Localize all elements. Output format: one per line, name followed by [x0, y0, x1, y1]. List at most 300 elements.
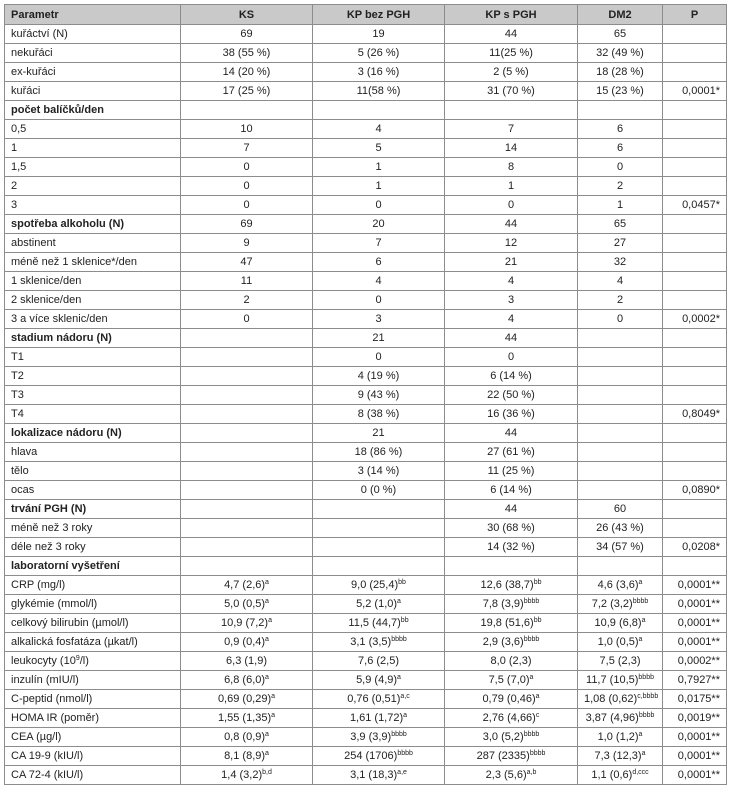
cell-parametr: T4: [5, 405, 181, 424]
cell-parametr: CRP (mg/l): [5, 576, 181, 595]
cell-kp-bez-pgh: [313, 614, 445, 633]
cell-ks: [181, 367, 313, 386]
cell-parametr: inzulín (mIU/l): [5, 671, 181, 690]
cell-p: 0,0001**: [663, 614, 727, 633]
superscript-marker: 9: [75, 655, 80, 662]
cell-dm2: [578, 576, 663, 595]
cell-parametr: CA 19-9 (kIU/l): [5, 747, 181, 766]
cell-p: [663, 25, 727, 44]
section-row: [5, 424, 727, 443]
cell-kp-bez-pgh: 7: [313, 234, 445, 253]
cell-kp-bez-pgh: [313, 633, 445, 652]
cell-ks: [181, 348, 313, 367]
table-row: [5, 158, 727, 177]
cell-value: 12,6 (38,7): [480, 579, 534, 591]
table-row: [5, 272, 727, 291]
cell-value: 3,0 (5,2): [482, 731, 524, 743]
cell-dm2: [578, 728, 663, 747]
cell-kp-bez-pgh: 19: [313, 25, 445, 44]
cell-parametr: 3: [5, 196, 181, 215]
table-row: [5, 291, 727, 310]
cell-p: 0,7927**: [663, 671, 727, 690]
table-row: [5, 177, 727, 196]
cell-dm2: [578, 614, 663, 633]
cell-dm2: 32: [578, 253, 663, 272]
cell-parametr: HOMA IR (poměr): [5, 709, 181, 728]
cell-kp-bez-pgh: 11(58 %): [313, 82, 445, 101]
superscript-marker: bb: [400, 617, 409, 624]
superscript-marker: a: [265, 750, 269, 757]
cell-kp-s-pgh: 44: [445, 215, 578, 234]
superscript-marker: bbbb: [523, 731, 540, 738]
cell-kp-s-pgh: 7: [445, 120, 578, 139]
cell-p: 0,0001**: [663, 576, 727, 595]
table-row: [5, 82, 727, 101]
cell-kp-bez-pgh: 5 (26 %): [313, 44, 445, 63]
cell-kp-s-pgh: 27 (61 %): [445, 443, 578, 462]
cell-kp-s-pgh: 11(25 %): [445, 44, 578, 63]
cell-p: [663, 519, 727, 538]
cell-parametr: T3: [5, 386, 181, 405]
cell-parametr: hlava: [5, 443, 181, 462]
cell-ks: [181, 538, 313, 557]
cell-ks: [181, 728, 313, 747]
superscript-marker: bbbb: [529, 750, 546, 757]
cell-parametr: 3 a více sklenic/den: [5, 310, 181, 329]
cell-ks: [181, 766, 313, 785]
cell-dm2: 34 (57 %): [578, 538, 663, 557]
cell-p: [663, 500, 727, 519]
cell-kp-bez-pgh: [313, 500, 445, 519]
cell-dm2: 0: [578, 158, 663, 177]
cell-value: 1,4 (3,2): [221, 769, 263, 781]
cell-value: 5,9 (4,9): [356, 674, 398, 686]
cell-p: [663, 329, 727, 348]
cell-ks: [181, 614, 313, 633]
cell-ks: 14 (20 %): [181, 63, 313, 82]
cell-kp-s-pgh: 44: [445, 25, 578, 44]
cell-parametr: glykémie (mmol/l): [5, 595, 181, 614]
cell-value: 5,0 (0,5): [224, 598, 266, 610]
cell-value: 5,2 (1,0): [356, 598, 398, 610]
superscript-marker: a: [641, 750, 646, 757]
cell-kp-s-pgh: [445, 576, 578, 595]
superscript-marker: a: [535, 693, 540, 700]
cell-p: 0,0001**: [663, 766, 727, 785]
cell-value: 8,1 (8,9): [224, 750, 266, 762]
cell-value: 6,8 (6,0): [224, 674, 266, 686]
cell-kp-s-pgh: [445, 690, 578, 709]
cell-value: 9,0 (25,4): [351, 579, 399, 591]
cell-kp-s-pgh: [445, 614, 578, 633]
table-row: [5, 196, 727, 215]
cell-ks: [181, 633, 313, 652]
cell-p: 0,0175**: [663, 690, 727, 709]
cell-dm2: [578, 367, 663, 386]
cell-value: 1,08 (0,62): [584, 693, 638, 705]
superscript-marker: d,ccc: [632, 769, 649, 776]
section-row: [5, 215, 727, 234]
cell-dm2: [578, 101, 663, 120]
cell-kp-s-pgh: 1: [445, 177, 578, 196]
superscript-marker: a: [638, 579, 643, 586]
superscript-marker: a: [268, 617, 272, 624]
cell-dm2: [578, 329, 663, 348]
superscript-marker: a: [638, 731, 643, 738]
superscript-marker: a: [265, 636, 269, 643]
cell-parametr: 0,5: [5, 120, 181, 139]
superscript-marker: a: [271, 693, 276, 700]
cell-p: [663, 348, 727, 367]
cell-kp-bez-pgh: 18 (86 %): [313, 443, 445, 462]
cell-parametr: 2 sklenice/den: [5, 291, 181, 310]
cell-parametr: alkalická fosfatáza (µkat/l): [5, 633, 181, 652]
superscript-marker: a: [265, 598, 269, 605]
superscript-marker: a,c: [400, 693, 410, 700]
cell-ks: 9: [181, 234, 313, 253]
cell-kp-bez-pgh: 5: [313, 139, 445, 158]
cell-parametr: T2: [5, 367, 181, 386]
cell-p: 0,0001*: [663, 82, 727, 101]
superscript-marker: bbbb: [632, 598, 649, 605]
cell-value: 4,6 (3,6): [597, 579, 639, 591]
superscript-marker: a: [638, 636, 643, 643]
table-container: [4, 4, 727, 785]
superscript-marker: a,e: [397, 769, 407, 776]
cell-kp-s-pgh: 3: [445, 291, 578, 310]
superscript-marker: a: [403, 712, 408, 719]
cell-ks: 6,3 (1,9): [181, 652, 313, 671]
cell-p: [663, 272, 727, 291]
cell-p: [663, 234, 727, 253]
cell-kp-bez-pgh: [313, 101, 445, 120]
cell-ks: 47: [181, 253, 313, 272]
table-row: [5, 481, 727, 500]
cell-kp-s-pgh: 30 (68 %): [445, 519, 578, 538]
cell-value: 3,1 (18,3): [350, 769, 398, 781]
cell-ks: 2: [181, 291, 313, 310]
cell-kp-bez-pgh: 3 (14 %): [313, 462, 445, 481]
cell-parametr: tělo: [5, 462, 181, 481]
cell-ks: 0: [181, 310, 313, 329]
cell-dm2: [578, 443, 663, 462]
cell-kp-s-pgh: 4: [445, 310, 578, 329]
cell-parametr: déle než 3 roky: [5, 538, 181, 557]
cell-value: 10,9 (7,2): [221, 617, 269, 629]
cell-p: [663, 215, 727, 234]
cell-value: 0,9 (0,4): [224, 636, 266, 648]
cell-kp-s-pgh: [445, 671, 578, 690]
cell-parametr: méně než 1 sklenice*/den: [5, 253, 181, 272]
cell-p: 0,0001**: [663, 633, 727, 652]
cell-ks: [181, 576, 313, 595]
cell-dm2: 26 (43 %): [578, 519, 663, 538]
cell-parametr: laboratorní vyšetření: [5, 557, 181, 576]
cell-p: [663, 424, 727, 443]
cell-parametr: [5, 652, 181, 671]
superscript-marker: a,b: [526, 769, 537, 776]
cell-kp-bez-pgh: [313, 766, 445, 785]
table-row: [5, 348, 727, 367]
superscript-marker: bbbb: [391, 636, 407, 643]
cell-p: [663, 177, 727, 196]
cell-ks: 0: [181, 158, 313, 177]
cell-parametr: počet balíčků/den: [5, 101, 181, 120]
cell-dm2: 32 (49 %): [578, 44, 663, 63]
cell-p: [663, 120, 727, 139]
cell-parametr: 1 sklenice/den: [5, 272, 181, 291]
cell-parametr: kuřáctví (N): [5, 25, 181, 44]
cell-value: 2,76 (4,66): [482, 712, 536, 724]
cell-value: 0,8 (0,9): [224, 731, 266, 743]
cell-dm2: [578, 424, 663, 443]
cell-kp-bez-pgh: [313, 728, 445, 747]
table-row: [5, 443, 727, 462]
superscript-marker: a: [641, 617, 646, 624]
cell-kp-s-pgh: [445, 709, 578, 728]
cell-kp-bez-pgh: 4 (19 %): [313, 367, 445, 386]
cell-kp-s-pgh: 12: [445, 234, 578, 253]
cell-kp-s-pgh: 0: [445, 196, 578, 215]
cell-kp-s-pgh: [445, 557, 578, 576]
cell-kp-bez-pgh: [313, 538, 445, 557]
table-row: [5, 728, 727, 747]
cell-dm2: 6: [578, 120, 663, 139]
cell-value: 2,3 (5,6): [485, 769, 527, 781]
cell-value: 7,5 (7,0): [488, 674, 530, 686]
cell-p: 0,0002*: [663, 310, 727, 329]
table-row: [5, 139, 727, 158]
cell-p: 0,0019**: [663, 709, 727, 728]
cell-dm2: 2: [578, 291, 663, 310]
superscript-marker: a: [529, 674, 534, 681]
cell-kp-bez-pgh: 3 (16 %): [313, 63, 445, 82]
table-row: [5, 63, 727, 82]
table-row: [5, 766, 727, 785]
superscript-marker: bbbb: [397, 750, 413, 757]
cell-kp-bez-pgh: 9 (43 %): [313, 386, 445, 405]
cell-value: 2,9 (3,6): [482, 636, 524, 648]
table-row: [5, 386, 727, 405]
cell-kp-bez-pgh: 20: [313, 215, 445, 234]
cell-dm2: [578, 462, 663, 481]
cell-kp-s-pgh: 0: [445, 348, 578, 367]
table-row: [5, 253, 727, 272]
superscript-marker: bbbb: [523, 598, 540, 605]
cell-ks: [181, 405, 313, 424]
cell-parametr: stadium nádoru (N): [5, 329, 181, 348]
cell-p: [663, 291, 727, 310]
cell-kp-bez-pgh: 1: [313, 158, 445, 177]
cell-kp-s-pgh: [445, 595, 578, 614]
table-row: [5, 234, 727, 253]
cell-p: [663, 63, 727, 82]
cell-ks: [181, 747, 313, 766]
cell-p: [663, 44, 727, 63]
cell-dm2: 7,5 (2,3): [578, 652, 663, 671]
superscript-marker: a: [271, 712, 276, 719]
cell-value: 4,7 (2,6): [224, 579, 266, 591]
cell-parametr: kuřáci: [5, 82, 181, 101]
cell-kp-bez-pgh: [313, 690, 445, 709]
cell-value: 19,8 (51,6): [480, 617, 534, 629]
cell-p: 0,0457*: [663, 196, 727, 215]
header-ks: KS: [181, 5, 313, 25]
cell-value: 3,9 (3,9): [350, 731, 392, 743]
cell-kp-bez-pgh: 21: [313, 424, 445, 443]
cell-p: [663, 139, 727, 158]
table-row: [5, 44, 727, 63]
cell-p: 0,0001**: [663, 747, 727, 766]
cell-kp-bez-pgh: 3: [313, 310, 445, 329]
cell-ks: [181, 481, 313, 500]
table-row: [5, 538, 727, 557]
superscript-marker: bbbb: [638, 712, 655, 719]
cell-parametr: celkový bilirubin (µmol/l): [5, 614, 181, 633]
cell-parametr: ex-kuřáci: [5, 63, 181, 82]
cell-value: 3,1 (3,5): [350, 636, 392, 648]
cell-p: 0,0001**: [663, 728, 727, 747]
cell-kp-bez-pgh: [313, 519, 445, 538]
cell-kp-s-pgh: 2 (5 %): [445, 63, 578, 82]
cell-kp-s-pgh: 22 (50 %): [445, 386, 578, 405]
cell-parametr: méně než 3 roky: [5, 519, 181, 538]
cell-dm2: 6: [578, 139, 663, 158]
cell-value: 1,1 (0,6): [591, 769, 633, 781]
cell-kp-s-pgh: 6 (14 %): [445, 481, 578, 500]
cell-ks: 11: [181, 272, 313, 291]
table-row: [5, 747, 727, 766]
cell-kp-s-pgh: 21: [445, 253, 578, 272]
table-row: [5, 519, 727, 538]
cell-parametr: T1: [5, 348, 181, 367]
cell-p: [663, 101, 727, 120]
cell-dm2: [578, 348, 663, 367]
cell-value: 1,55 (1,35): [217, 712, 272, 724]
cell-p: [663, 158, 727, 177]
cell-kp-s-pgh: 6 (14 %): [445, 367, 578, 386]
cell-value: 3,87 (4,96): [585, 712, 639, 724]
cell-dm2: [578, 481, 663, 500]
cell-parametr: C-peptid (nmol/l): [5, 690, 181, 709]
superscript-marker: bb: [533, 579, 542, 586]
header-parametr: Parametr: [5, 5, 181, 25]
superscript-marker: c: [535, 712, 540, 719]
cell-ks: [181, 690, 313, 709]
cell-ks: 69: [181, 25, 313, 44]
cell-ks: [181, 595, 313, 614]
superscript-marker: a: [397, 598, 401, 605]
header-kp-bez-pgh: KP bez PGH: [313, 5, 445, 25]
cell-parametr: CA 72-4 (kIU/l): [5, 766, 181, 785]
table-row: [5, 633, 727, 652]
section-row: [5, 329, 727, 348]
cell-value: 287 (2335): [476, 750, 530, 762]
cell-p: 0,0002**: [663, 652, 727, 671]
table-row: [5, 595, 727, 614]
cell-value: 0,79 (0,46): [482, 693, 536, 705]
cell-p: 0,8049*: [663, 405, 727, 424]
superscript-marker: a: [265, 731, 269, 738]
cell-ks: [181, 101, 313, 120]
cell-kp-bez-pgh: 8 (38 %): [313, 405, 445, 424]
cell-kp-s-pgh: 8,0 (2,3): [445, 652, 578, 671]
cell-kp-s-pgh: 44: [445, 500, 578, 519]
cell-kp-bez-pgh: 0 (0 %): [313, 481, 445, 500]
cell-dm2: 65: [578, 25, 663, 44]
cell-kp-bez-pgh: [313, 595, 445, 614]
cell-value: leukocyty (10: [11, 655, 76, 667]
cell-ks: [181, 329, 313, 348]
cell-ks: 38 (55 %): [181, 44, 313, 63]
cell-kp-s-pgh: 8: [445, 158, 578, 177]
cell-dm2: [578, 557, 663, 576]
cell-parametr: CEA (µg/l): [5, 728, 181, 747]
table-row: [5, 690, 727, 709]
cell-p: [663, 443, 727, 462]
cell-p: 0,0890*: [663, 481, 727, 500]
cell-p: [663, 462, 727, 481]
cell-parametr: 2: [5, 177, 181, 196]
cell-kp-s-pgh: [445, 728, 578, 747]
cell-value: 1,0 (1,2): [597, 731, 639, 743]
superscript-marker: a: [397, 674, 401, 681]
superscript-marker: bbbb: [638, 674, 654, 681]
cell-dm2: 27: [578, 234, 663, 253]
cell-parametr: nekuřáci: [5, 44, 181, 63]
table-row: [5, 652, 727, 671]
cell-value: 7,2 (3,2): [591, 598, 633, 610]
cell-parametr: spotřeba alkoholu (N): [5, 215, 181, 234]
cell-kp-s-pgh: 44: [445, 424, 578, 443]
superscript-marker: bb: [533, 617, 542, 624]
cell-ks: [181, 424, 313, 443]
cell-kp-bez-pgh: [313, 576, 445, 595]
cell-dm2: 4: [578, 272, 663, 291]
cell-kp-s-pgh: 31 (70 %): [445, 82, 578, 101]
cell-value: 10,9 (6,8): [594, 617, 642, 629]
superscript-marker: b,d: [262, 769, 272, 776]
cell-ks: 10: [181, 120, 313, 139]
cell-parametr: abstinent: [5, 234, 181, 253]
cell-ks: [181, 519, 313, 538]
cell-kp-s-pgh: 44: [445, 329, 578, 348]
cell-dm2: [578, 766, 663, 785]
cell-dm2: [578, 747, 663, 766]
cell-ks: 7: [181, 139, 313, 158]
cell-value: 7,8 (3,9): [482, 598, 524, 610]
cell-dm2: [578, 633, 663, 652]
cell-value: 0,76 (0,51): [347, 693, 401, 705]
cell-ks: 0: [181, 196, 313, 215]
cell-kp-bez-pgh: 6: [313, 253, 445, 272]
superscript-marker: a: [265, 579, 269, 586]
cell-p: 0,0001**: [663, 595, 727, 614]
header-row: [5, 5, 727, 25]
cell-ks: [181, 500, 313, 519]
cell-parametr: trvání PGH (N): [5, 500, 181, 519]
superscript-marker: bbbb: [523, 636, 540, 643]
cell-kp-bez-pgh: 4: [313, 120, 445, 139]
cell-ks: [181, 709, 313, 728]
cell-parametr: 1,5: [5, 158, 181, 177]
cell-dm2: [578, 405, 663, 424]
cell-kp-bez-pgh: [313, 557, 445, 576]
table-row: [5, 25, 727, 44]
section-row: [5, 101, 727, 120]
table-row: [5, 462, 727, 481]
cell-dm2: 60: [578, 500, 663, 519]
